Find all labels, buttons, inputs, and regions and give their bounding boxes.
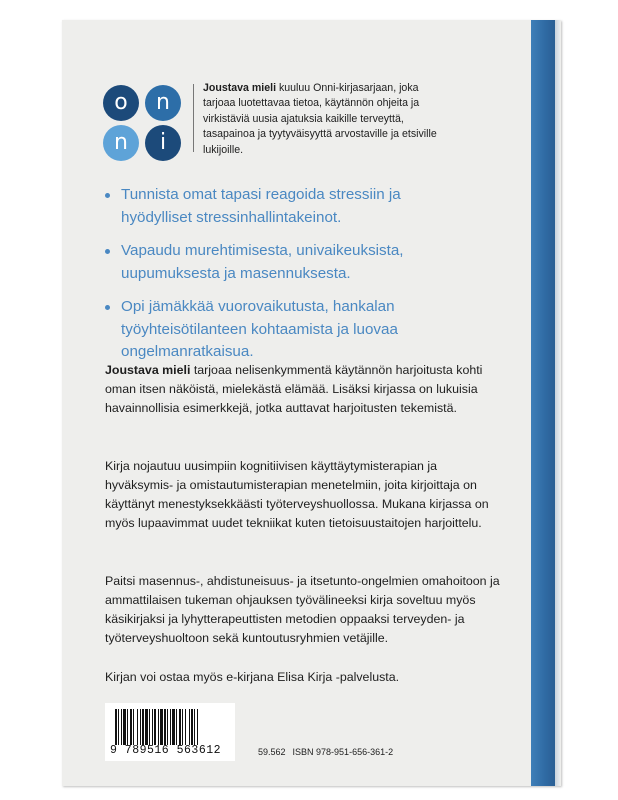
barcode-bar (130, 709, 132, 745)
book-spine (531, 20, 555, 786)
bullet-item (105, 184, 455, 229)
paragraph-3: Paitsi masennus-, ahdistuneisuus- ja itsetunto-ongelmien omahoitoon ja ammattilaisen tukeman ohjauksen työvälineeksi kirja soveltuu myös käsikirjaksi ja lyhytterapeuttisten metodien oppaaksi terveyden- ja työterveyshuoltoon sekä kuntoutusryhmien vetäjille. (105, 574, 500, 645)
paragraph-1-lead: Joustava mieli (105, 363, 191, 377)
barcode-bar (127, 709, 128, 745)
bullet-dot-icon (105, 249, 110, 254)
barcode-bar (179, 709, 181, 745)
bullet-item (105, 296, 455, 364)
logo-letter-n: n (145, 85, 181, 121)
barcode-bar (164, 709, 166, 745)
barcode-bar (185, 709, 186, 745)
class-code: 59.562 (258, 747, 286, 757)
barcode-bar (145, 709, 148, 745)
bullet-text: Opi jämäkkää vuorovaikutusta, hankalan työyhteisötilanteen kohtaamista ja luovaa ongelmanratkaisua. (121, 298, 398, 360)
barcode-bar (140, 709, 141, 745)
isbn-line (258, 747, 400, 757)
barcode-bar (149, 709, 150, 745)
barcode-bar (160, 709, 163, 745)
series-intro (203, 81, 443, 158)
barcode-bars (115, 709, 227, 745)
bullet-dot-icon (105, 193, 110, 198)
intro-title: Joustava mieli (203, 82, 277, 94)
barcode-bar (133, 709, 134, 745)
barcode-bar (154, 709, 156, 745)
barcode-bar (142, 709, 144, 745)
barcode-bar (118, 709, 119, 745)
onni-logo (103, 85, 187, 163)
bullet-list (105, 184, 455, 375)
logo-letter-o: o (103, 85, 139, 121)
barcode-bar (189, 709, 190, 745)
barcode-bar (152, 709, 153, 745)
barcode-bar (197, 709, 198, 745)
bullet-text: Tunnista omat tapasi reagoida stressiin ja hyödylliset stressinhallintakeinot. (121, 186, 401, 226)
paragraph-4: Kirjan voi ostaa myös e-kirjana Elisa Kirja -palvelusta. (105, 670, 400, 684)
intro-text: kuuluu Onni-kirjasarjaan, joka tarjoaa luotettavaa tietoa, käytännön ohjeita ja virkistäviä uusia ajatuksia kaikille terveyttä, tasapainoa ja tyytyväisyyttä arvostaville ja etsiville lukijoille. (203, 82, 437, 156)
paragraph-2: Kirja nojautuu uusimpiin kognitiivisen käyttäytymisterapian ja hyväksymis- ja omistautumisterapian menetelmiin, joita kirjoittaja on käyttänyt menestyksekkäästi työterveyshuollossa. Mukana kirjassa on myös lupaavimmat uudet tekniikat kuten tietoisuustaitojen harjoittelu. (105, 459, 489, 530)
barcode-bar (121, 709, 122, 745)
logo-letter-i: i (145, 125, 181, 161)
spine-edge (555, 20, 560, 786)
barcode-bar (172, 709, 175, 745)
barcode-bar (158, 709, 159, 745)
barcode-digits: 9 789516 563612 (110, 744, 222, 757)
barcode-bar (137, 709, 138, 745)
barcode-bar (115, 709, 117, 745)
bullet-item (105, 240, 455, 285)
isbn-number: ISBN 978-951-656-361-2 (292, 747, 394, 757)
paragraph-1 (105, 361, 500, 418)
barcode-bar (191, 709, 193, 745)
barcode-bar (176, 709, 177, 745)
paragraph-1-text: tarjoaa nelisenkymmentä käytännön harjoitusta kohti oman itsen näköistä, mielekästä elämää. Lisäksi kirjassa on lukuisia havainnollisia esimerkkejä, jotka auttavat harjoitusten tekemistä. (105, 363, 483, 415)
bullet-text: Vapaudu murehtimisesta, univaikeuksista, uupumuksesta ja masennuksesta. (121, 242, 404, 282)
barcode-bar (167, 709, 168, 745)
barcode-bar (182, 709, 183, 745)
barcode-bar (123, 709, 126, 745)
logo-letter-n-2: n (103, 125, 139, 161)
barcode-bar (170, 709, 171, 745)
logo-divider (193, 84, 194, 152)
barcode-bar (194, 709, 195, 745)
bullet-dot-icon (105, 305, 110, 310)
